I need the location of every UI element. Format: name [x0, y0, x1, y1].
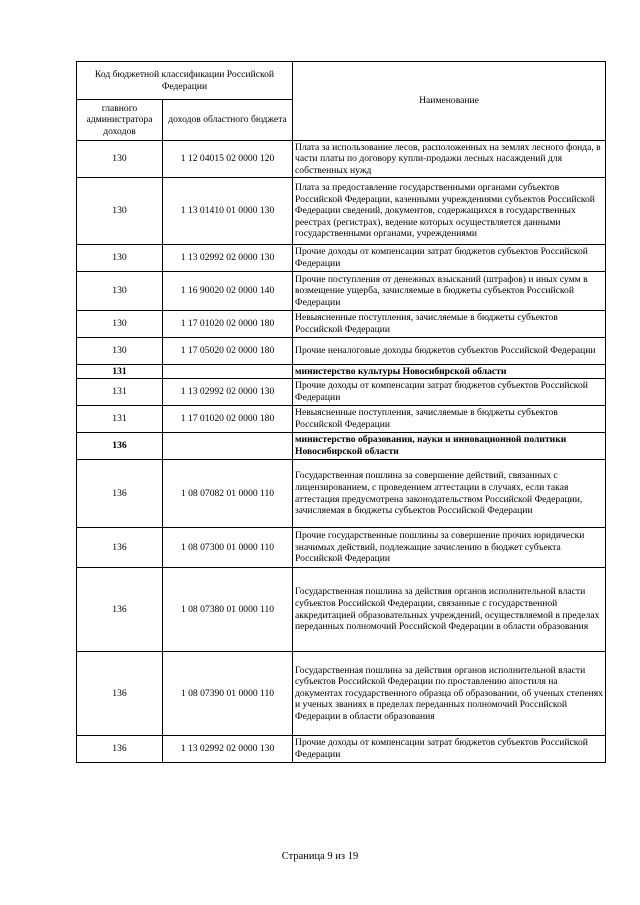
name-cell: Прочие доходы от компенсации затрат бюджетов субъектов Российской Федерации [293, 379, 606, 406]
admin-code-cell: 130 [77, 311, 163, 338]
name-cell: Прочие поступления от денежных взысканий (штрафов) и иных сумм в возмещение ущерба, зачисляемые в бюджеты субъектов Российской Федерации [293, 272, 606, 311]
name-cell: министерство культуры Новосибирской области [293, 365, 606, 379]
name-cell: Прочие доходы от компенсации затрат бюджетов субъектов Российской Федерации [293, 245, 606, 272]
income-code-cell: 1 16 90020 02 0000 140 [163, 272, 293, 311]
name-cell: Прочие государственные пошлины за совершение прочих юридически значимых действий, подлежащие зачислению в бюджет субъекта Российской Федерации [293, 528, 606, 568]
admin-code-cell: 130 [77, 141, 163, 178]
name-cell: Плата за использование лесов, расположенных на землях лесного фонда, в части платы по договору купли-продажи лесных насаждений для собственных нужд [293, 141, 606, 178]
admin-code-cell: 131 [77, 406, 163, 433]
income-code-cell: 1 13 02992 02 0000 130 [163, 379, 293, 406]
admin-code-cell: 130 [77, 338, 163, 365]
income-code-cell: 1 12 04015 02 0000 120 [163, 141, 293, 178]
name-cell: Государственная пошлина за действия органов исполнительной власти субъектов Российской Федерации, связанные с государственной аккредитацией образовательных учреждений, осуществляемой в пределах переданных полномочий Российской Федерации в области образования [293, 568, 606, 652]
name-cell: Невыясненные поступления, зачисляемые в бюджеты субъектов Российской Федерации [293, 311, 606, 338]
page-number: Страница 9 из 19 [281, 851, 359, 862]
name-cell: Государственная пошлина за совершение действий, связанных с лицензированием, с проведением аттестации в случаях, если такая аттестация предусмотрена законодательством Российской Федерации, зачисляемая в бюджеты субъектов Российской Федерации [293, 460, 606, 528]
table-row [77, 272, 606, 311]
table-row [77, 652, 606, 736]
header-group-title: Код бюджетной классификации Российской Федерации [77, 62, 293, 100]
name-cell: Прочие доходы от компенсации затрат бюджетов субъектов Российской Федерации [293, 736, 606, 763]
table-row [77, 736, 606, 763]
table-row [77, 406, 606, 433]
name-cell: Государственная пошлина за действия органов исполнительной власти субъектов Российской Федерации по проставлению апостиля на документах государственного образца об образовании, об ученых степенях и ученых званиях в пределах переданных полномочий Российской Федерации в области образования [293, 652, 606, 736]
income-code-cell: 1 17 01020 02 0000 180 [163, 311, 293, 338]
header-name: Наименование [293, 62, 606, 141]
table-row [77, 141, 606, 178]
income-code-cell: 1 13 01410 01 0000 130 [163, 178, 293, 245]
admin-code-cell: 130 [77, 178, 163, 245]
income-code-cell: 1 08 07300 01 0000 110 [163, 528, 293, 568]
table-row [77, 460, 606, 528]
name-cell: министерство образования, науки и инновационной политики Новосибирской области [293, 433, 606, 460]
income-code-cell: 1 13 02992 02 0000 130 [163, 736, 293, 763]
admin-code-cell: 136 [77, 528, 163, 568]
income-code-cell: 1 08 07380 01 0000 110 [163, 568, 293, 652]
income-code-cell: 1 08 07390 01 0000 110 [163, 652, 293, 736]
income-code-cell: 1 08 07082 01 0000 110 [163, 460, 293, 528]
table-row [77, 178, 606, 245]
income-code-cell: 1 17 05020 02 0000 180 [163, 338, 293, 365]
table-row [77, 379, 606, 406]
admin-code-cell: 131 [77, 365, 163, 379]
income-code-cell [163, 365, 293, 379]
admin-code-cell: 136 [77, 652, 163, 736]
admin-code-cell: 136 [77, 433, 163, 460]
name-cell: Невыясненные поступления, зачисляемые в бюджеты субъектов Российской Федерации [293, 406, 606, 433]
income-code-cell: 1 17 01020 02 0000 180 [163, 406, 293, 433]
admin-code-cell: 130 [77, 272, 163, 311]
admin-code-cell: 136 [77, 568, 163, 652]
admin-code-cell: 130 [77, 245, 163, 272]
table-row [77, 245, 606, 272]
header-admin: главного администратора доходов [77, 100, 163, 141]
header-code: доходов областного бюджета [163, 100, 293, 141]
table-body [77, 141, 606, 763]
name-cell: Прочие неналоговые доходы бюджетов субъектов Российской Федерации [293, 338, 606, 365]
budget-classification-table [76, 61, 606, 763]
admin-code-cell: 136 [77, 460, 163, 528]
admin-code-cell: 136 [77, 736, 163, 763]
table-row [77, 568, 606, 652]
admin-code-cell: 131 [77, 379, 163, 406]
table-row [77, 433, 606, 460]
table-row [77, 311, 606, 338]
table-row [77, 365, 606, 379]
income-code-cell: 1 13 02992 02 0000 130 [163, 245, 293, 272]
income-code-cell [163, 433, 293, 460]
name-cell: Плата за предоставление государственными органами субъектов Российской Федерации, казенными учреждениями субъектов Российской Федерации сведений, документов, содержащихся в государственных реестрах (регистрах), ведение которых осуществляется данными государственными органами, учреждениями [293, 178, 606, 245]
table-row [77, 528, 606, 568]
table-row [77, 338, 606, 365]
